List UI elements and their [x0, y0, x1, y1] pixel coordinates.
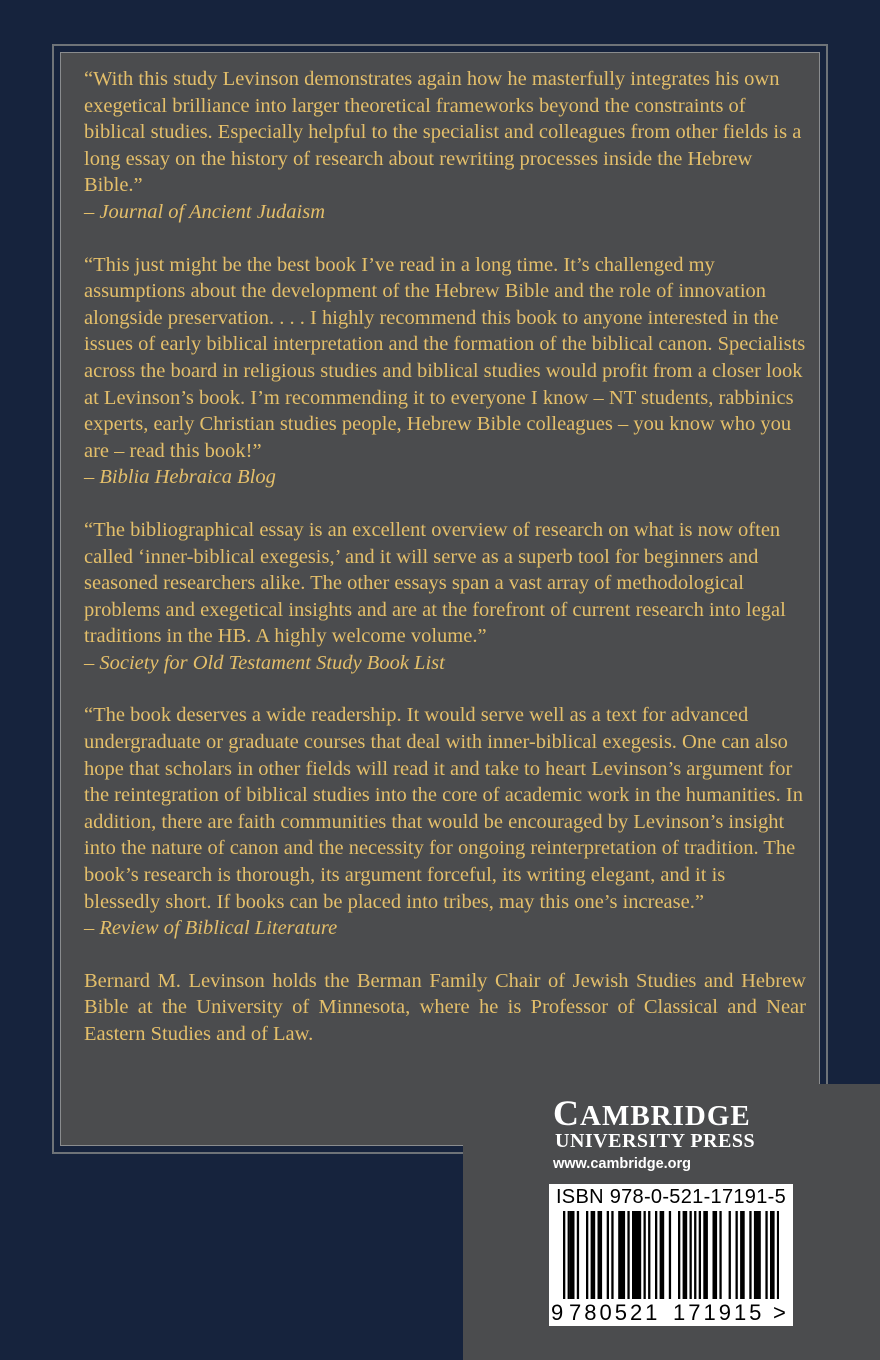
review-2: [84, 252, 806, 491]
publisher-logo-text: [553, 1092, 751, 1134]
review-source: – Biblia Hebraica Blog: [84, 466, 276, 489]
review-quote: “The book deserves a wide readership. It would serve well as a text for advanced undergraduate or graduate courses that deal with inner-biblical exegesis. One can also hope that scholars in other fields will read it and take to heart Levinson’s argument for the reintegration of biblical studies into the core of academic work in the humanities. In addition, there are faith communities that would be encouraged by Levinson’s insight into the nature of canon and the necessity for ongoing reinterpretation of tradition. The book’s research is thorough, its argument forceful, its writing elegant, and it is blessedly short. If books can be placed into tribes, may this one’s increase.”: [84, 704, 803, 913]
publisher-name-rest: AMBRIDGE: [580, 1100, 751, 1132]
review-quote: “With this study Levinson demonstrates again how he masterfully integrates his own exegetical brilliance into larger theoretical frameworks beyond the constraints of biblical studies. Especially helpful to the specialist and colleagues from other fields is a long essay on the history of research about rewriting processes inside the Hebrew Bible.”: [84, 68, 802, 197]
barcode-digits-right: 171915: [673, 1300, 765, 1325]
barcode-arrow: >: [773, 1300, 786, 1325]
publisher-press: UNIVERSITY PRESS: [555, 1130, 756, 1152]
barcode-icon: [563, 1211, 779, 1301]
review-quote: “The bibliographical essay is an excellent overview of research on what is now often called ‘inner-biblical exegesis,’ and it will serve as a superb tool for beginners and seasoned researchers alike. The other essays span a vast array of methodological problems and exegetical insights and are at the forefront of current research into legal traditions in the HB. A highly welcome volume.”: [84, 518, 786, 648]
barcode-digit-first: 9: [551, 1300, 564, 1325]
author-bio: Bernard M. Levinson holds the Berman Family Chair of Jewish Studies and Hebrew Bible at the University of Minnesota, where he is Professor of Classical and Near Eastern Studies and of Law.: [84, 969, 806, 1045]
review-4: [84, 702, 806, 941]
review-source: – Journal of Ancient Judaism: [84, 200, 326, 223]
back-cover-text: [84, 66, 806, 1048]
barcode-label: [549, 1184, 793, 1326]
review-quote: “This just might be the best book I’ve read in a long time. It’s challenged my assumptions about the development of the Hebrew Bible and the role of innovation alongside preservation. . . . I highly recommend this book to anyone interested in the issues of early biblical interpretation and the formation of the biblical canon. Specialists across the board in religious studies and biblical studies would profit from a closer look at Levinson’s book. I’m recommending it to everyone I know – NT students, rabbinics experts, early Christian studies people, Hebrew Bible colleagues – you know who you are – read this book!”: [84, 253, 806, 462]
review-3: [84, 517, 806, 677]
publisher-initial: C: [553, 1093, 580, 1133]
review-source: – Society for Old Testament Study Book List: [84, 651, 445, 674]
publisher-url[interactable]: www.cambridge.org: [553, 1156, 692, 1172]
isbn-text: ISBN 978-0-521-17191-5: [555, 1186, 787, 1208]
review-1: [84, 66, 806, 226]
publisher-block: [463, 1084, 880, 1360]
barcode-digits-left: 780521: [569, 1300, 661, 1325]
review-source: – Review of Biblical Literature: [84, 917, 338, 940]
